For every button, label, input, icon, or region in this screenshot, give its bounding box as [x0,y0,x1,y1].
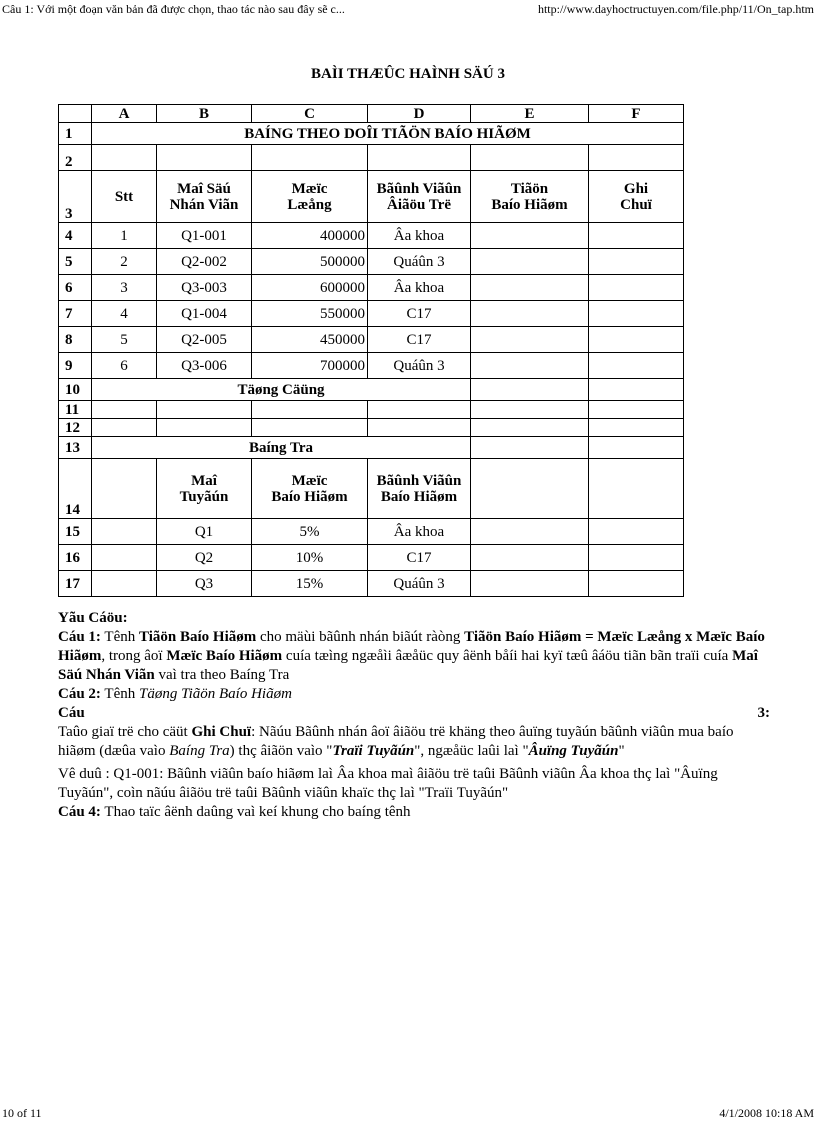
cell [589,327,684,353]
cell [589,145,684,171]
cell [471,301,589,327]
table-row [59,353,684,379]
cell [471,353,589,379]
q3-number: 3: [757,705,770,721]
table-row [59,419,684,437]
cell [589,401,684,419]
cell [589,519,684,545]
text-run: Thao taïc âënh daûng vaì keí khung cho baíng tênh [100,804,411,820]
browser-page-title: Câu 1: Với một đoạn văn bản đã được chọn, thao tác nào sau đây sẽ c... [2,2,345,16]
cell [471,249,589,275]
benh-vien-cell: C17 [368,327,471,353]
header-line: Mæïc [291,472,328,489]
stt-cell: 6 [92,353,157,379]
cell [92,571,157,597]
header-line: Bãûnh Viãûn [376,472,462,489]
q3-label: Cáu [58,705,85,721]
cell [92,545,157,571]
stt-cell: 1 [92,223,157,249]
table-row [59,145,684,171]
question-3-label-line [58,704,770,723]
lookup-muc-cell: 15% [252,571,368,597]
ma-cell: Q2-005 [157,327,252,353]
browser-url: http://www.dayhoctructuyen.com/file.php/11/On_tap.htm [537,2,814,16]
stt-cell: 3 [92,275,157,301]
header-line: Chuï [620,196,652,213]
stt-cell: 2 [92,249,157,275]
question-3 [58,723,770,761]
cell [589,571,684,597]
cell [92,401,157,419]
header-line: Maî Säú [177,180,231,197]
row-number: 5 [59,249,92,275]
header-tien-bao-hiem [471,171,589,223]
luong-cell: 550000 [252,301,368,327]
bold-italic-run: Traïi Tuyãún [332,743,415,759]
header-line: Baío Hiãøm [491,196,568,213]
ma-cell: Q3-006 [157,353,252,379]
text-run: Tênh [100,686,139,702]
cell [252,145,368,171]
row-number: 12 [59,419,92,437]
cell [368,419,471,437]
question-1 [58,628,770,685]
header-benh-vien [368,171,471,223]
cell [589,545,684,571]
column-header-c: C [252,105,368,123]
cell [157,401,252,419]
cell [471,571,589,597]
cell [589,459,684,519]
table-row [59,223,684,249]
lookup-title: Baíng Tra [92,437,471,459]
luong-cell: 450000 [252,327,368,353]
lookup-header-row [59,459,684,519]
header-row [59,171,684,223]
row-number: 17 [59,571,92,597]
total-label: Täøng Cäüng [92,379,471,401]
column-header-f: F [589,105,684,123]
header-muc-luong [252,171,368,223]
header-line: Tiãön [510,180,549,197]
table-row [59,123,684,145]
ma-cell: Q1-001 [157,223,252,249]
bold-run: Ghi Chuï [191,724,252,740]
question-2 [58,685,770,704]
header-line: Læång [287,196,332,213]
cell [589,275,684,301]
lookup-ma-cell: Q2 [157,545,252,571]
spreadsheet-table [58,104,684,597]
bold-run: Mæïc Baío Hiãøm [166,648,283,664]
cell [368,401,471,419]
benh-vien-cell: Âa khoa [368,275,471,301]
print-datetime: 4/1/2008 10:18 AM [719,1106,814,1120]
row-number: 10 [59,379,92,401]
row-number: 15 [59,519,92,545]
sheet-title-cell: BAÍNG THEO DOÎI TIÃÖN BAÍO HIÃØM [92,123,684,145]
row-number: 11 [59,401,92,419]
page-count: 10 of 11 [2,1106,42,1120]
cell [471,419,589,437]
cell [157,419,252,437]
cell [368,145,471,171]
cell [589,223,684,249]
text-run: cuía tæìng ngæåìi âæåüc quy âënh båíi hai kyï tæû âáöu tiãn bãn traïi cuía [282,648,733,664]
cell [471,459,589,519]
cell [471,401,589,419]
row-number: 16 [59,545,92,571]
italic-run: Baíng Tra [169,743,230,759]
bold-run: Tiãön Baío Hiãøm = Mæïc Læång x Mæïc Baío Hiãøm [58,629,765,664]
row-number: 8 [59,327,92,353]
row-number: 2 [59,145,92,171]
lookup-header-muc-bao-hiem [252,459,368,519]
lookup-ma-cell: Q3 [157,571,252,597]
ma-cell: Q3-003 [157,275,252,301]
header-line: Nhán Viãn [169,196,239,213]
text-run: ) thç âiãön vaìo " [229,743,333,759]
header-line: Baío Hiãøm [380,488,458,505]
lookup-benh-vien-cell: C17 [368,545,471,571]
table-row [59,301,684,327]
lookup-row [59,519,684,545]
row-number: 9 [59,353,92,379]
table-row [59,401,684,419]
example-paragraph: Vê duû : Q1-001: Bãûnh viãûn baío hiãøm laì Âa khoa maì âiãöu trë taûi Bãûnh viãûn Âa khoa thç laì "Âuïng Tuyãún", coìn nãúu âiãöu trë taûi Bãûnh viãûn khaïc thç laì "Traïi Tuyãún" [58,766,718,801]
header-line: Bãûnh Viãûn [376,180,462,197]
cell [252,419,368,437]
lookup-header-benh-vien [368,459,471,519]
luong-cell: 600000 [252,275,368,301]
lookup-muc-cell: 5% [252,519,368,545]
column-header-b: B [157,105,252,123]
row-number: 14 [59,459,92,519]
benh-vien-cell: C17 [368,301,471,327]
row-number: 13 [59,437,92,459]
header-line: Tuyãún [179,488,229,505]
luong-cell: 400000 [252,223,368,249]
row-number: 4 [59,223,92,249]
lookup-title-row [59,437,684,459]
header-line: Âiãöu Trë [386,196,452,213]
text-run: cho mäùi bãûnh nhán biãút ràòng [256,629,465,645]
cell [471,327,589,353]
bold-run: Tiãön Baío Hiãøm [138,629,257,645]
lookup-benh-vien-cell: Âa khoa [368,519,471,545]
header-ghi-chu [589,171,684,223]
text-run: ", ngæåüc laûi laì " [414,743,529,759]
cell [589,301,684,327]
ma-cell: Q2-002 [157,249,252,275]
cell [589,379,684,401]
row-number: 3 [59,171,92,223]
bold-run: Maî Säú Nhán Viãn [58,648,758,683]
column-header-a: A [92,105,157,123]
lookup-row [59,545,684,571]
text-run: : Nãúu Bãûnh nhán âoï âiãöu trë khäng theo âuïng tuyãún bãûnh viãûn mua baío hiãøm (dæûa vaìo [58,724,734,759]
column-header-d: D [368,105,471,123]
lookup-header-ma-tuyen [157,459,252,519]
header-stt: Stt [92,171,157,223]
cell [471,379,589,401]
cell [92,459,157,519]
q4-label: Cáu 4: [58,804,101,820]
luong-cell: 700000 [252,353,368,379]
text-run: vaì tra theo Baíng Tra [154,667,290,683]
cell [471,275,589,301]
cell [92,419,157,437]
table-row [59,249,684,275]
header-line: Ghi [623,180,649,197]
row-number: 6 [59,275,92,301]
cell [471,545,589,571]
text-run: " [618,743,625,759]
q2-label: Cáu 2: [58,686,101,702]
corner-cell [59,105,92,123]
text-run: Tênh [100,629,139,645]
ma-cell: Q1-004 [157,301,252,327]
cell [157,145,252,171]
requirements-section [58,609,770,822]
table-row [59,275,684,301]
benh-vien-cell: Quáûn 3 [368,353,471,379]
column-header-e: E [471,105,589,123]
cell [471,437,589,459]
header-line: Baío Hiãøm [271,488,348,505]
header-line: Mæïc [291,180,328,197]
cell [471,519,589,545]
document-title: BAÌI THÆÛC HAÌNH SÄÚ 3 [311,66,505,82]
question-4 [58,803,770,822]
cell [92,145,157,171]
lookup-row [59,571,684,597]
q1-label: Cáu 1: [58,629,101,645]
cell [471,223,589,249]
stt-cell: 4 [92,301,157,327]
header-ma-so-nhan-vien [157,171,252,223]
cell [471,145,589,171]
requirements-heading: Yãu Cáöu: [58,610,128,626]
italic-run: Täøng Tiãön Baío Hiãøm [138,686,292,702]
text-run: , trong âoï [101,648,167,664]
cell [252,401,368,419]
cell [589,437,684,459]
cell [589,249,684,275]
benh-vien-cell: Âa khoa [368,223,471,249]
text-run: Taûo giaï trë cho cäüt [58,724,192,740]
column-header-row [59,105,684,123]
lookup-ma-cell: Q1 [157,519,252,545]
stt-cell: 5 [92,327,157,353]
cell [589,419,684,437]
row-number: 1 [59,123,92,145]
lookup-muc-cell: 10% [252,545,368,571]
luong-cell: 500000 [252,249,368,275]
cell [589,353,684,379]
bold-italic-run: Âuïng Tuyãún [528,743,619,759]
lookup-benh-vien-cell: Quáûn 3 [368,571,471,597]
row-number: 7 [59,301,92,327]
header-line: Maî [191,472,217,489]
benh-vien-cell: Quáûn 3 [368,249,471,275]
total-row [59,379,684,401]
cell [92,519,157,545]
table-row [59,327,684,353]
